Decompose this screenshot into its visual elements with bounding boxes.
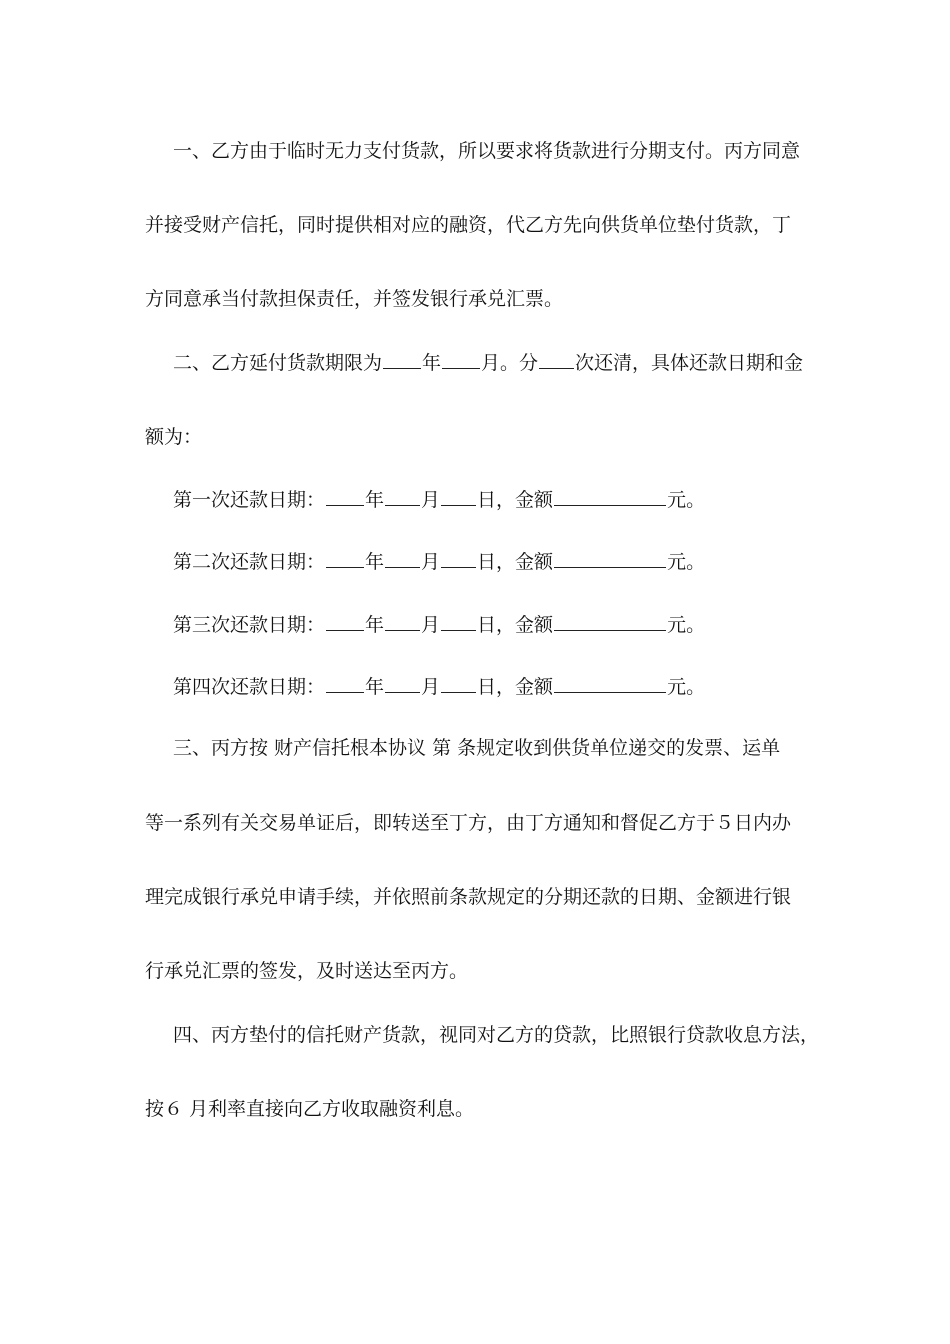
month-label: 月 (421, 676, 441, 698)
year-blank (326, 547, 364, 568)
day-blank (441, 610, 476, 631)
month-label: 月 (421, 551, 441, 573)
payment-row (173, 485, 853, 514)
year-label: 年 (365, 676, 385, 698)
year-label: 年 (365, 614, 385, 636)
year-label: 年 (365, 489, 385, 511)
section4-line2: 按６ 月利率直接向乙方收取融资利息。 (145, 1098, 475, 1120)
year-blank (326, 610, 364, 631)
month-blank (442, 348, 480, 369)
day-amount-label: 日，金额 (477, 489, 554, 511)
section1-line2: 并接受财产信托，同时提供相对应的融资，代乙方先向供货单位垫付货款，丁 (145, 214, 792, 236)
day-amount-label: 日，金额 (477, 551, 554, 573)
month-blank (385, 610, 420, 631)
month-blank (385, 547, 420, 568)
section2-prefix: 二、乙方延付货款期限为 (173, 352, 383, 374)
day-blank (441, 485, 476, 506)
payment-label: 第一次还款日期： (173, 489, 326, 511)
month-blank (385, 672, 420, 693)
amount-blank (554, 485, 666, 506)
section3-line4: 行承兑汇票的签发，及时送达至丙方。 (145, 960, 469, 982)
month-blank (385, 485, 420, 506)
amount-blank (554, 610, 666, 631)
section2-line2: 额为： (145, 426, 203, 448)
times-blank (539, 348, 574, 369)
month-label: 月 (421, 489, 441, 511)
unit-label: 元。 (667, 676, 706, 698)
unit-label: 元。 (667, 489, 706, 511)
year-blank (383, 348, 421, 369)
section4-line1: 四、丙方垫付的信托财产货款，视同对乙方的贷款，比照银行贷款收息方法， (173, 1024, 820, 1046)
section3-line2: 等一系列有关交易单证后，即转送至丁方，由丁方通知和督促乙方于５日内办 (145, 812, 792, 834)
unit-label: 元。 (667, 551, 706, 573)
section2-month-sep: 月。分 (481, 352, 539, 374)
amount-blank (554, 672, 666, 693)
section2-line1 (173, 348, 853, 377)
year-blank (326, 485, 364, 506)
section3-line1: 三、丙方按 财产信托根本协议 第 条规定收到供货单位递交的发票、运单 (173, 737, 781, 759)
year-label: 年 (365, 551, 385, 573)
section2-year: 年 (422, 352, 442, 374)
section1-line3: 方同意承当付款担保责任，并签发银行承兑汇票。 (145, 288, 564, 310)
year-blank (326, 672, 364, 693)
payment-row (173, 547, 853, 576)
amount-blank (554, 547, 666, 568)
payment-row (173, 610, 853, 639)
section1-line1: 一、乙方由于临时无力支付货款，所以要求将货款进行分期支付。丙方同意 (173, 140, 801, 162)
section2-times: 次还清，具体还款日期和金 (575, 352, 804, 374)
day-amount-label: 日，金额 (477, 614, 554, 636)
section3-line3: 理完成银行承兑申请手续，并依照前条款规定的分期还款的日期、金额进行银 (145, 886, 792, 908)
day-blank (441, 672, 476, 693)
payment-label: 第二次还款日期： (173, 551, 326, 573)
day-amount-label: 日，金额 (477, 676, 554, 698)
unit-label: 元。 (667, 614, 706, 636)
payment-row (173, 672, 853, 701)
month-label: 月 (421, 614, 441, 636)
day-blank (441, 547, 476, 568)
payment-label: 第三次还款日期： (173, 614, 326, 636)
payment-label: 第四次还款日期： (173, 676, 326, 698)
